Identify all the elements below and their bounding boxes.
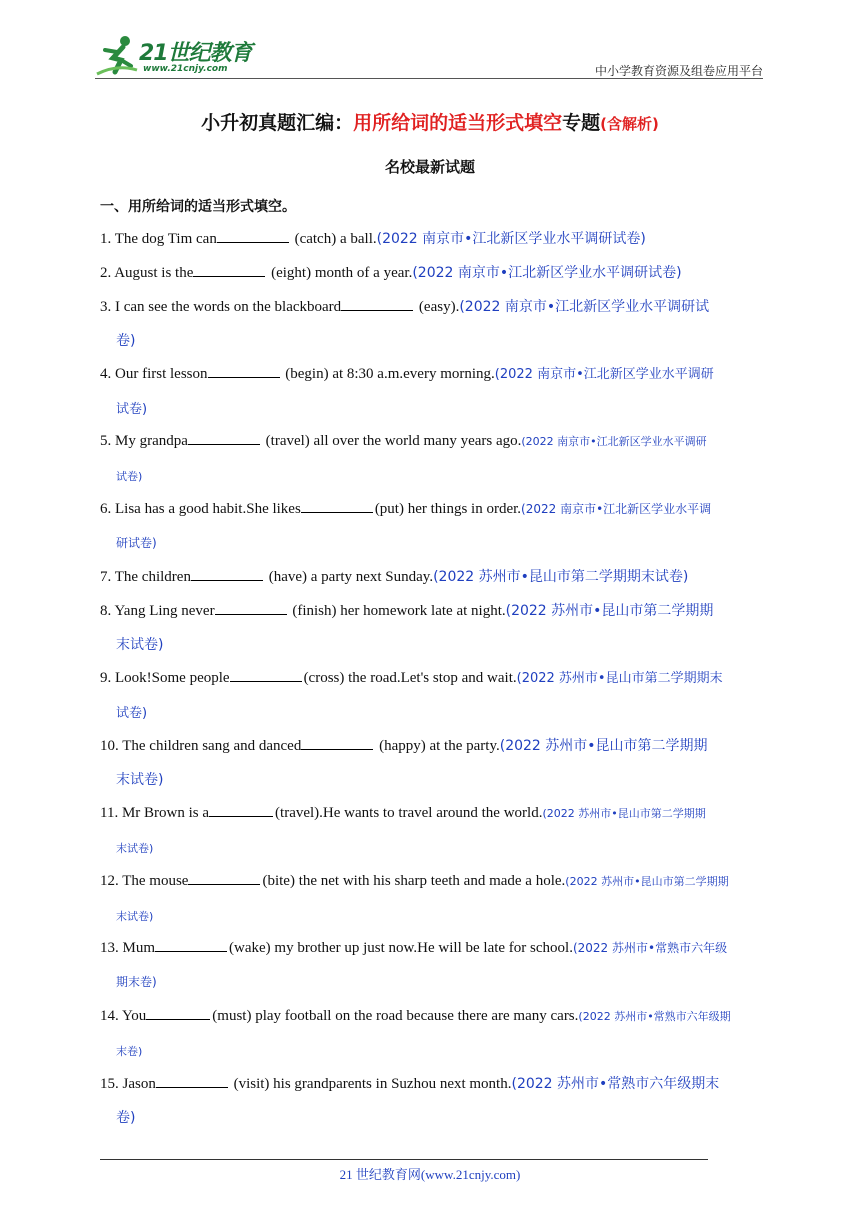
- question-text: (put) her things in order.: [374, 501, 522, 517]
- question-number: 12.: [100, 873, 123, 889]
- question-2: [100, 256, 762, 290]
- question-text: (eight) month of a year.: [267, 265, 413, 281]
- question-source: 试卷): [116, 402, 148, 417]
- question-number: 4.: [100, 366, 115, 382]
- question-text: Our first lesson: [115, 366, 208, 382]
- question-4: [100, 357, 762, 427]
- logo-text: 21世纪教育: [139, 41, 252, 66]
- question-number: 13.: [100, 940, 123, 956]
- question-source: (2022 苏州市•昆山市第二学期期: [565, 875, 729, 888]
- question-5: [100, 424, 762, 494]
- question-number: 7.: [100, 569, 115, 585]
- question-number: 10.: [100, 738, 123, 754]
- section-heading: 一、用所给词的适当形式填空。: [100, 199, 296, 215]
- question-7: [100, 560, 762, 594]
- question-source: (2022 苏州市•常熟市六年级期: [578, 1010, 731, 1023]
- question-text: The dog Tim can: [114, 231, 217, 247]
- question-text: (travel).He wants to travel around the world.: [275, 805, 543, 821]
- question-source: 研试卷): [116, 536, 157, 550]
- question-number: 14.: [100, 1008, 122, 1024]
- logo-url: www.21cnjy.com: [143, 64, 228, 74]
- question-source: (2022 南京市•江北新区学业水平调研试卷): [412, 265, 682, 281]
- question-text: (wake) my brother up just now.He will be late for school.: [229, 940, 573, 956]
- answer-blank[interactable]: [155, 937, 227, 952]
- question-text: (bite) the net with his sharp teeth and made a hole.: [262, 873, 566, 889]
- question-source: (2022 南京市•江北新区学业水平调研试: [459, 299, 710, 315]
- question-number: 1.: [100, 231, 115, 247]
- question-text: Mum: [122, 940, 156, 956]
- page-header: [95, 30, 763, 80]
- document-title: [0, 108, 860, 135]
- answer-blank[interactable]: [301, 735, 373, 750]
- question-text: My grandpa: [115, 433, 188, 449]
- question-number: 15.: [100, 1076, 123, 1092]
- question-source: (2022 南京市•江北新区学业水平调: [521, 502, 712, 516]
- question-text: Jason: [122, 1076, 156, 1092]
- title-part-1: 小升初真题汇编：: [201, 112, 354, 134]
- question-9: [100, 661, 762, 731]
- question-source: (2022 南京市•江北新区学业水平调研试卷): [376, 231, 646, 247]
- question-text: Look!Some people: [115, 670, 230, 686]
- question-source: (2022 苏州市•昆山市第二学期期: [499, 738, 708, 754]
- question-source: 试卷): [116, 470, 143, 483]
- question-text: (easy).: [415, 299, 460, 315]
- question-source: 末试卷): [116, 772, 164, 788]
- answer-blank[interactable]: [188, 870, 260, 885]
- question-source: (2022 苏州市•昆山市第二学期期: [542, 807, 706, 820]
- question-source: 期末卷): [116, 975, 157, 989]
- answer-blank[interactable]: [209, 802, 273, 817]
- answer-blank[interactable]: [341, 296, 413, 311]
- question-13: [100, 931, 762, 999]
- question-source: (2022 南京市•江北新区学业水平调研: [494, 367, 714, 382]
- question-source: (2022 苏州市•常熟市六年级期末: [511, 1076, 720, 1092]
- question-text: The children sang and danced: [122, 738, 302, 754]
- question-source: (2022 苏州市•常熟市六年级: [572, 941, 728, 955]
- answer-blank[interactable]: [188, 430, 260, 445]
- question-12: [100, 864, 762, 934]
- answer-blank[interactable]: [215, 600, 287, 615]
- question-source: 末试卷): [116, 637, 164, 653]
- page-footer: 21 世纪教育网(www.21cnjy.com): [339, 1167, 521, 1182]
- question-text: The children: [114, 569, 191, 585]
- question-number: 2.: [100, 265, 115, 281]
- answer-blank[interactable]: [230, 667, 302, 682]
- question-text: You: [121, 1008, 147, 1024]
- site-logo: [95, 34, 265, 78]
- header-divider: [95, 78, 763, 79]
- question-source: (2022 苏州市•昆山市第二学期期末试卷): [433, 569, 689, 585]
- question-text: The mouse: [122, 873, 189, 889]
- question-11: [100, 796, 762, 866]
- footer-divider: [100, 1159, 708, 1160]
- question-10: [100, 729, 762, 797]
- question-text: (travel) all over the world many years ago.: [261, 433, 522, 449]
- question-text: (have) a party next Sunday.: [264, 569, 434, 585]
- document-subtitle: 名校最新试题: [384, 158, 475, 176]
- question-14: [100, 999, 762, 1069]
- answer-blank[interactable]: [217, 228, 289, 243]
- title-note: (含解析): [600, 115, 659, 133]
- platform-label: 中小学教育资源及组卷应用平台: [594, 64, 763, 78]
- question-text: (begin) at 8:30 a.m.every morning.: [281, 366, 495, 382]
- question-6: [100, 492, 762, 560]
- question-text: Mr Brown is a: [121, 805, 210, 821]
- answer-blank[interactable]: [193, 262, 265, 277]
- question-1: [100, 222, 762, 256]
- question-source: (2022 苏州市•昆山市第二学期期末: [516, 671, 723, 686]
- question-text: (cross) the road.Let's stop and wait.: [303, 670, 517, 686]
- answer-blank[interactable]: [156, 1073, 228, 1088]
- question-source: 试卷): [116, 706, 148, 721]
- question-text: (finish) her homework late at night.: [288, 603, 506, 619]
- question-text: Lisa has a good habit.She likes: [115, 501, 301, 517]
- question-text: (happy) at the party.: [375, 738, 500, 754]
- question-number: 3.: [100, 299, 115, 315]
- question-number: 8.: [100, 603, 115, 619]
- question-source: (2022 苏州市•昆山市第二学期期: [505, 603, 714, 619]
- runner-logo-icon: [95, 34, 139, 76]
- question-number: 5.: [100, 433, 115, 449]
- question-text: August is the: [114, 265, 194, 281]
- question-text: (must) play football on the road because there are many cars.: [212, 1008, 579, 1024]
- question-source: 卷): [116, 1110, 136, 1126]
- question-source: 末卷): [116, 1045, 143, 1058]
- question-source: 末试卷): [116, 842, 154, 855]
- answer-blank[interactable]: [191, 566, 263, 581]
- question-8: [100, 594, 762, 662]
- answer-blank[interactable]: [301, 498, 373, 513]
- question-number: 11.: [100, 805, 122, 821]
- answer-blank[interactable]: [146, 1005, 210, 1020]
- question-source: 卷): [116, 333, 136, 349]
- question-source: (2022 南京市•江北新区学业水平调研: [521, 435, 707, 448]
- question-text: Yang Ling never: [114, 603, 215, 619]
- question-text: I can see the words on the blackboard: [115, 299, 342, 315]
- question-source: 末试卷): [116, 910, 154, 923]
- question-number: 9.: [100, 670, 115, 686]
- question-15: [100, 1067, 762, 1135]
- answer-blank[interactable]: [208, 363, 280, 378]
- question-3: [100, 290, 762, 358]
- title-part-3: 专题: [562, 112, 601, 134]
- question-text: (catch) a ball.: [290, 231, 377, 247]
- question-number: 6.: [100, 501, 115, 517]
- title-topic: 用所给词的适当形式填空: [353, 112, 563, 134]
- question-text: (visit) his grandparents in Suzhou next month.: [229, 1076, 512, 1092]
